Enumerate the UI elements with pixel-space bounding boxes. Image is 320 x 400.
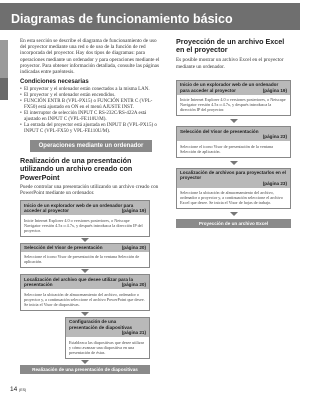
down-arrow-icon: [230, 119, 238, 123]
flow-step-body: Establezca las diapositivas que desee utilizar y cómo avanzar una diapositiva en una presentación de éstas.: [69, 339, 144, 355]
left-column: [20, 38, 162, 374]
flow-end-bar: Realización de una presentación de diapositivas: [20, 365, 150, 374]
down-arrow-icon: [230, 161, 238, 165]
page-title: Diagramas de funcionamiento básico: [11, 12, 233, 26]
section-intro-powerpoint: Puede controlar una presentación utilizando un archivo creado con PowerPoint mediante un ordenador.: [20, 183, 159, 197]
flow-step: [176, 126, 291, 157]
condition-item: • El proyector y el ordenador están encendidos.: [20, 93, 162, 99]
flow-step: [20, 274, 150, 310]
conditions-heading: Condiciones necesarias: [20, 79, 89, 86]
down-arrow-icon: [81, 360, 89, 364]
flow-step-body: Inicie Internet Explorer 4.0 o versiones posteriores, o Netscape Navigator versión 4.5x o 4.7x, y después introduzca la dirección IP del proyector.: [24, 217, 143, 233]
condition-item: • El interruptor de selección INPUT C RS-232C/RS-422A está ajustado en INPUT C (VPL-FE110U/M).: [20, 111, 162, 123]
down-arrow-icon: [81, 312, 89, 316]
side-tab-light: [0, 40, 8, 78]
flow-step-title: Inicio de un explorador web de un ordenador para acceder al proyector (página 19): [177, 81, 290, 95]
section-title-powerpoint: Realización de una presentación utilizando un archivo creado con PowerPoint: [20, 156, 133, 182]
header-bar: [0, 3, 300, 30]
flow-end-bar: Proyección de un archivo Excel: [176, 219, 291, 228]
side-tab-dark: [0, 78, 8, 100]
flow-chart-excel: [176, 80, 291, 229]
flow-step-body: Inicie Internet Explorer 4.0 o versiones posteriores, o Netscape Navigator versión 4.5x o 4.7x, y después introduzca la dirección IP del proyector.: [180, 97, 286, 113]
flow-step-body: Seleccione la ubicación de almacenamiento del archivo, ordenador o proyector y, a continuación seleccione el archivo PowerPoint que desee. Se inicia el Visor de diapositivas.: [24, 291, 145, 307]
condition-item: • El proyector y el ordenador están conectados a la misma LAN.: [20, 87, 162, 93]
flow-step: [20, 243, 150, 269]
intro-paragraph: En esta sección se describe el diagrama de funcionamiento de uso del proyector mediante una red o de uso de la función de red incorporada del proyector. Hay dos tipos de diagramas: para operaciones mediante un ordenador y para operaciones mediante el proyector. Para obtener información detallada, consulte las páginas indicadas entre paréntesis.: [20, 38, 160, 76]
down-arrow-icon: [81, 269, 89, 273]
flow-step-title: Localización del archivo que desee utilizar para la presentación (página 20): [21, 275, 149, 289]
flow-step: [176, 80, 291, 116]
flow-step-title: Selección del Visor de presentación (página 20): [21, 244, 149, 252]
right-column: [176, 38, 291, 228]
flow-step: [176, 168, 291, 210]
flow-step-title: Configuración de una presentación de diapositivas (página 21): [66, 318, 149, 337]
down-arrow-icon: [81, 238, 89, 242]
flow-step-body: Seleccione la ubicación de almacenamiento del archivo, ordenador o proyector y, a continuación seleccione el archivo Excel que desee. Se inicia el Visor de hojas de trabajo.: [180, 190, 283, 206]
flow-chart-powerpoint: [20, 200, 150, 373]
down-arrow-icon: [230, 212, 238, 216]
page-number: 14 (ES): [10, 386, 27, 393]
flow-step-title: Localización de archivos para proyectarlos en el proyector (página 23): [177, 169, 290, 188]
conditions-list: [20, 87, 162, 135]
section-title-excel: Proyección de un archivo Excel en el proyector: [176, 37, 285, 55]
flow-step-title: Selección del Visor de presentación (página 23): [177, 127, 290, 141]
flow-step-body: Seleccione el icono Visor de presentación de la ventana Selección de aplicación.: [180, 143, 273, 154]
section-intro-excel: Es posible mostrar un archivo Excel en el proyector mediante un ordenador.: [176, 57, 284, 70]
flow-step: [65, 317, 150, 359]
flow-step: [20, 200, 150, 236]
flow-step-body: Seleccione el icono Visor de presentación de la ventana Selección de aplicación.: [24, 254, 140, 265]
ops-computer-bar: Operaciones mediante un ordenador: [30, 140, 152, 152]
condition-item: • La entrada del proyector está ajustada en INPUT B (VPL-PX15) o INPUT C (VPL-FX50 y VPL-FE110U/M).: [20, 123, 162, 135]
condition-item: • FUNCIÓN ENTR B (VPL-PX15) o FUNCIÓN ENTR C (VPL-FX50) está ajustado en ON en el menú AJUSTE INST.: [20, 99, 162, 111]
flow-step-title: Inicio de un explorador web de un ordenador para acceder al proyector (página 19): [21, 201, 149, 215]
